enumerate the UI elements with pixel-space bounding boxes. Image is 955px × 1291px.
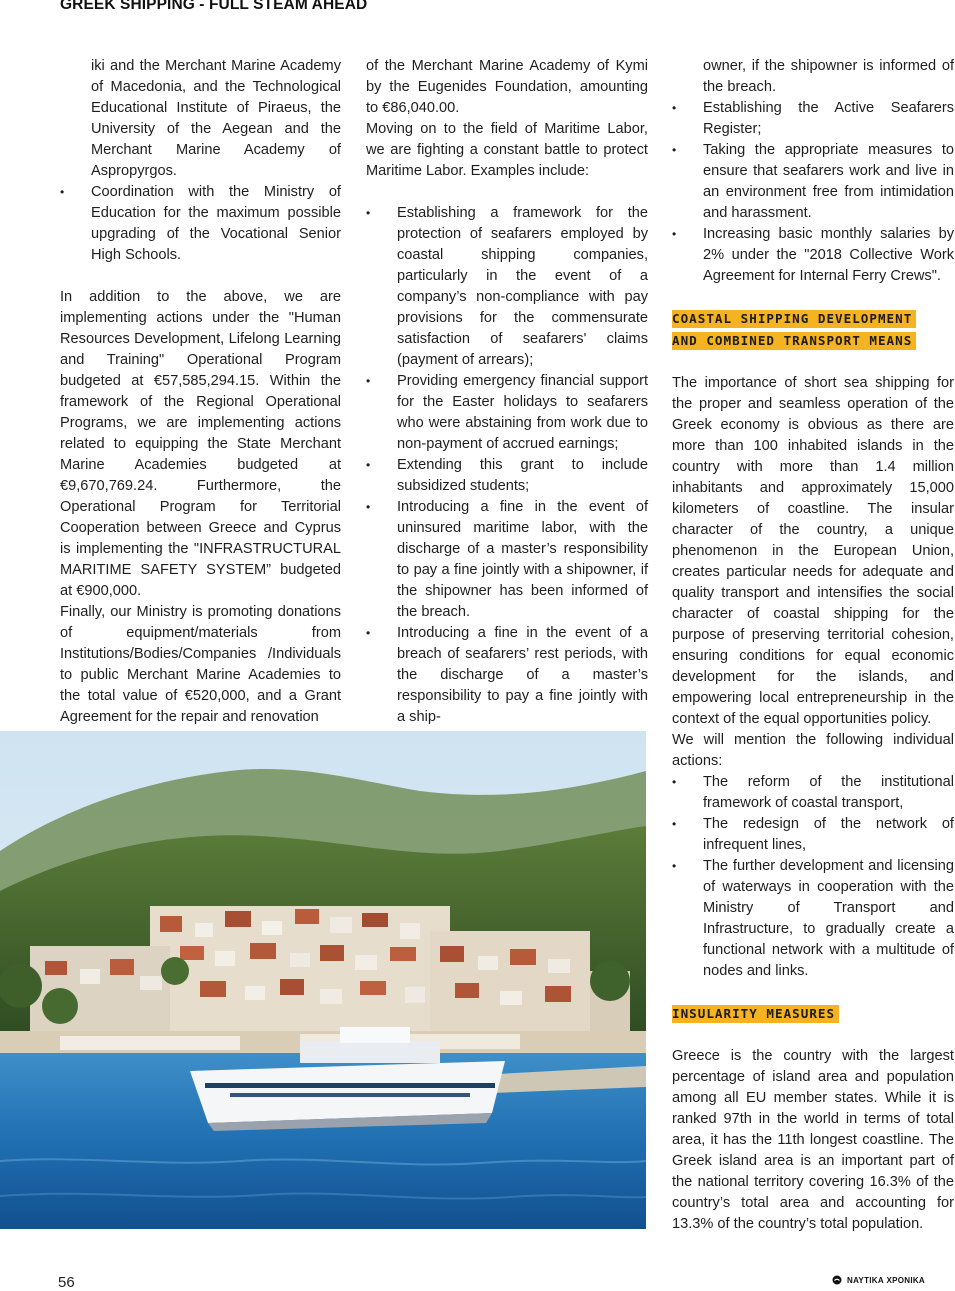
list-item: • Extending this grant to include subsidized students; (366, 455, 648, 497)
list-item: • Introducing a fine in the event of uninsured maritime labor, with the discharge of a master’s responsibility to pay a fine jointly with a shipowner, if the shipowner has been informed of the breach. (366, 497, 648, 623)
list-item: • The redesign of the network of infrequent lines, (672, 814, 954, 856)
paragraph: Finally, our Ministry is promoting donations of equipment/materials from Institutions/Bodies/Companies /Individuals to public Merchant Marine Academies to the total value of €520,000, and a Grant Agreement for the repair and renovation (60, 604, 341, 725)
list-item: • The further development and licensing of waterways in cooperation with the Ministry of Transport and Infrastructure, to gradually create a functional network with a multitude of nodes and links. (672, 856, 954, 982)
harbor-photo (0, 731, 646, 1229)
publication-brand (832, 1275, 925, 1285)
bullet-list (60, 182, 341, 266)
list-item: • Taking the appropriate measures to ensure that seafarers work and live in an environment free from intimidation and harassment. (672, 140, 954, 224)
brand-logo-icon (832, 1275, 842, 1285)
paragraph: of the Merchant Marine Academy of Kymi by the Eugenides Foundation, amounting to €86,040.00. (366, 58, 648, 116)
paragraph: In addition to the above, we are implementing actions under the "Human Resources Development, Lifelong Learning and Training" Operational Program budgeted at €57,585,294.15. Within the framework of the Regional Operational Programs, we are implementing actions related to equipping the State Merchant Marine Academies budgeted at €9,670,769.24. Furthermore, the Operational Program for Territorial Cooperation between Greece and Cyprus is implementing the "INFRASTRUCTURAL MARITIME SAFETY SYSTEM” budgeted at €900,000. (60, 289, 341, 599)
column-2 (366, 56, 648, 728)
column-1 (60, 56, 341, 728)
continued-bullet-text: owner, if the shipowner is informed of the breach. (703, 58, 954, 95)
section-heading-insularity (672, 1003, 954, 1025)
brand-name: ΝΑΥΤΙΚΑ ΧΡΟΝΙΚΑ (847, 1275, 925, 1285)
column-3 (672, 56, 954, 1235)
running-header: GREEK SHIPPING - FULL STEAM AHEAD (60, 0, 368, 13)
bullet-list (672, 98, 954, 287)
section-heading-coastal-shipping (672, 308, 954, 352)
list-item: • Establishing a framework for the protection of seafarers employed by coastal shipping companies, particularly in the event of a company’s non-compliance with pay provisions for the commensurate satisfaction of seafarers' claims (payment of arrears); (366, 203, 648, 371)
paragraph: Greece is the country with the largest percentage of island area and population among all EU member states. While it is ranked 97th in the world in terms of total area, it has the 11th longest coastline. The Greek island area is an important part of the national territory covering 16.3% of the country’s total area and accounting for 13.3% of the country’s total population. (672, 1048, 954, 1232)
continued-bullet-text: iki and the Merchant Marine Academy of Macedonia, and the Technological Educational Institute of Piraeus, the University of the Aegean and the Merchant Marine Academy of Aspropyrgos. (91, 58, 341, 179)
list-item: • Increasing basic monthly salaries by 2% under the "2018 Collective Work Agreement for Internal Ferry Crews". (672, 224, 954, 287)
section-heading-line: INSULARITY MEASURES (672, 1005, 839, 1023)
section-heading-line: AND COMBINED TRANSPORT MEANS (672, 332, 916, 350)
list-item: • Coordination with the Ministry of Education for the maximum possible upgrading of the Vocational Senior High Schools. (60, 182, 341, 266)
list-item: • Establishing the Active Seafarers Register; (672, 98, 954, 140)
maritime-labor-list (366, 203, 648, 728)
actions-list (672, 772, 954, 982)
paragraph: We will mention the following individual actions: (672, 732, 954, 769)
paragraph: The importance of short sea shipping for the proper and seamless operation of the Greek economy is obvious as there are more than 100 inhabited islands in the country with more than 1.4 million inhabitants and approximately 15,000 kilometers of coastline. The insular character of the country, a unique phenomenon in the European Union, creates particular needs for adequate and quality transport and intensifies the social character of coastal shipping for the purpose of preserving territorial cohesion, ensuring conditions for equal economic development for the islands, and empowering local entrepreneurship in the context of the equal opportunities policy. (672, 375, 954, 727)
paragraph: Moving on to the field of Maritime Labor, we are fighting a constant battle to protect Maritime Labor. Examples include: (366, 121, 648, 179)
list-item: • Providing emergency financial support for the Easter holidays to seafarers who were abstaining from work due to non-payment of accrued earnings; (366, 371, 648, 455)
list-item: • Introducing a fine in the event of a breach of seafarers’ rest periods, with the discharge of a master’s responsibility to pay a fine jointly with a ship- (366, 623, 648, 728)
section-heading-line: COASTAL SHIPPING DEVELOPMENT (672, 310, 916, 328)
list-item: • The reform of the institutional framework of coastal transport, (672, 772, 954, 814)
page-number: 56 (58, 1274, 75, 1291)
